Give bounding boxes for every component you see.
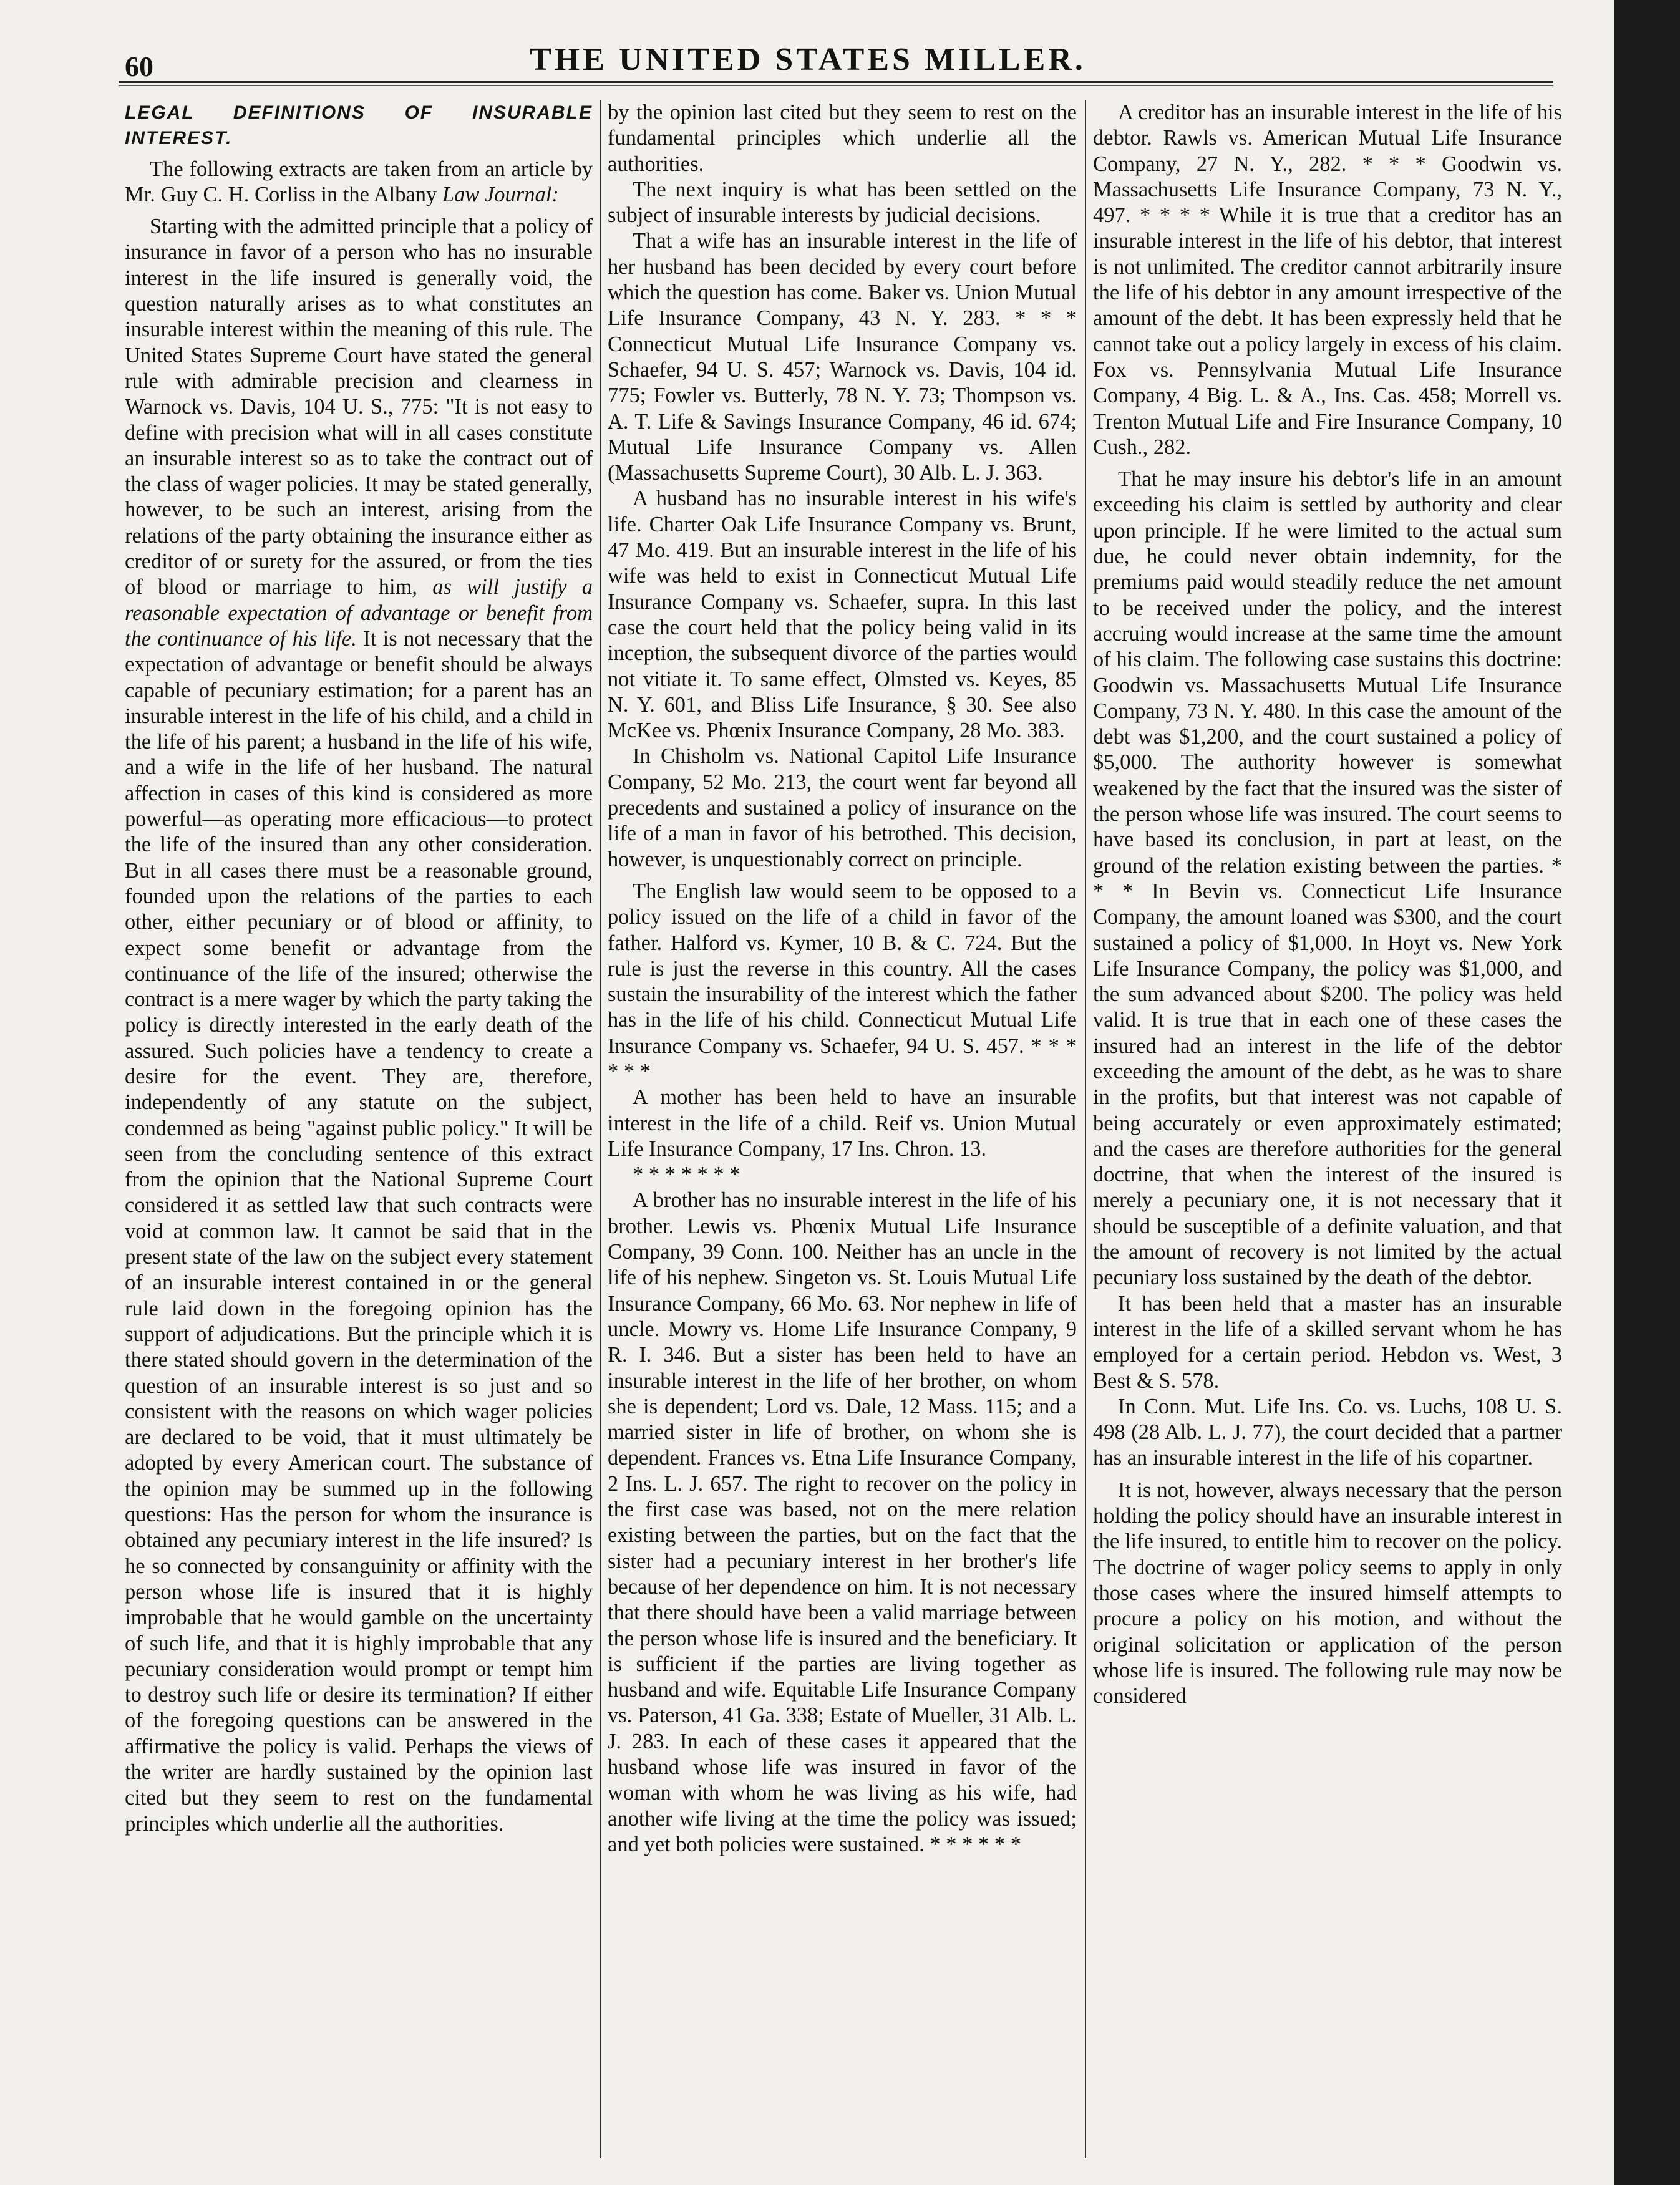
- paragraph-11: It has been held that a master has an insurable interest in the life of a skilled servant whom he has employed for a certain period. Hebdon vs. West, 3 Best & S. 578.: [1093, 1291, 1562, 1393]
- binding-gutter: [1614, 0, 1680, 2185]
- paragraph-9: A creditor has an insurable interest in the life of his debtor. Rawls vs. American Mutual Life Insurance Company, 27 N. Y., 282. * * * Goodwin vs. Massachusetts Life Insurance Company, 73 N. Y., 497. * * * * While it is true that a creditor has an insurable interest in the life of his debtor, that interest is not unlimited. The creditor cannot arbitrarily insure the life of his debtor in any amount irrespective of the amount of the debt. It has been expressly held that he cannot take out a policy largely in excess of his claim. Fox vs. Pennsylvania Mutual Life Insurance Company, 4 Big. L. & A., Ins. Cas. 458; Morrell vs. Trenton Mutual Life and Fire Insurance Company, 10 Cush., 282.: [1093, 100, 1562, 459]
- paragraph-1-italic: as will justify a reasonable expectation of advantage or benefit from the continuance of his life.: [125, 575, 593, 651]
- paragraph-6: The English law would seem to be opposed to a policy issued on the life of a child in favor of the father. Halford vs. Kymer, 10 B. & C. 724. But the rule is just the reverse in this country. All the cases sustain the insurability of the interest which the father has in the life of his child. Connecticut Mutual Life Insurance Company vs. Schaefer, 94 U. S. 457. * * * * * *: [608, 879, 1077, 1083]
- column-3: [1093, 100, 1562, 2171]
- paragraph-10: That he may insure his debtor's life in an amount exceeding his claim is settled by authority and clear upon principle. If he were limited to the actual sum due, he could never obtain indemnity, for the premiums paid would steadily reduce the net amount to be received under the policy, and the interest accruing would increase at the same time the amount of his claim. The following case sustains this doctrine: Goodwin vs. Massachusetts Mutual Life Insurance Company, 73 N. Y. 480. In this case the amount of the debt was $1,200, and the court sustained a policy of $5,000. The authority however is somewhat weakened by the fact that the insured was the sister of the person whose life was insured. The court seems to have based its conclusion, in part at least, on the ground of the relation existing between the parties. * * * In Bevin vs. Connecticut Life Insurance Company, the amount loaned was $300, and the court sustained a policy of $1,000. In Hoyt vs. New York Life Insurance Company, the policy was $1,000, and the sum advanced about $200. The policy was held valid. It is true that in each one of these cases the insured had an interest in the life of the debtor exceeding the amount of the debt, as he was to share in the profits, but that interest was not capable of being accurately or even approximately estimated; and the cases are therefore authorities for the general doctrine, that when the interest of the insured is merely a pecuniary one, it is not necessary that it should be susceptible of a definite valuation, and that the amount of recovery is not limited by the actual pecuniary loss sustained by the death of the debtor.: [1093, 467, 1562, 1290]
- paragraph-1-a: Starting with the admitted principle that a policy of insurance in favor of a person who has no insurable interest in the life insured is generally void, the question naturally arises as to what constitutes an insurable interest within the meaning of this rule. The United States Supreme Court have stated the general rule with admirable precision and clearness in Warnock vs. Davis, 104 U. S., 775: "It is not easy to define with precision what will in all cases constitute an insurable interest so as to take the contract out of the class of wager policies. It may be stated generally, however, to be such an interest, arising from the relations of the party obtaining the insurance either as creditor of or surety for the assured, or from the ties of blood or marriage to him,: [125, 215, 593, 599]
- paragraph-1-continued: by the opinion last cited but they seem to rest on the fundamental principles which underlie all the authorities.: [608, 100, 1077, 176]
- paragraph-1: [125, 214, 593, 1837]
- paragraph-2: The next inquiry is what has been settled on the subject of insurable interests by judicial decisions.: [608, 177, 1077, 228]
- column-rule-2: [1085, 100, 1086, 2158]
- column-1: [125, 100, 593, 2171]
- paragraph-13: It is not, however, always necessary that the person holding the policy should have an insurable interest in the life insured, to entitle him to recover on the policy. The doctrine of wager policy seems to apply in only those cases where the insured himself attempts to procure a policy on his motion, and without the original solicitation or application of the person whose life is insured. The following rule may now be considered: [1093, 1478, 1562, 1708]
- star-separator: * * * * * * *: [633, 1163, 740, 1187]
- article-heading: LEGAL DEFINITIONS OF INSURABLE INTEREST.: [125, 102, 593, 149]
- paragraph-8: A brother has no insurable interest in the life of his brother. Lewis vs. Phœnix Mutual Life Insurance Company, 39 Conn. 100. Neither has an uncle in the life of his nephew. Singeton vs. St. Louis Mutual Life Insurance Company, 66 Mo. 63. Nor nephew in life of uncle. Mowry vs. Home Life Insurance Company, 9 R. I. 346. But a sister has been held to have an insurable interest in the life of her brother, on whom she is dependent; Lord vs. Dale, 12 Mass. 115; and a married sister in life of brother, on whom she is dependent. Frances vs. Etna Life Insurance Company, 2 Ins. L. J. 657. The right to recover on the policy in the first case was based, not on the mere relation existing between the parties, but on the fact that the sister had a pecuniary interest in her brother's life because of her dependence on him. It is not necessary that there should have been a valid marriage between the person whose life is insured and the beneficiary. It is sufficient if the parties are living together as husband and wife. Equitable Life Insurance Company vs. Paterson, 41 Ga. 338; Estate of Mueller, 31 Alb. L. J. 283. In each of these cases it appeared that the husband whose life was insured in favor of the woman with whom he was living as his wife, had another wife living at the time the policy was issued; and yet both policies were sustained. * * * * * *: [608, 1188, 1077, 1856]
- column-rule-1: [600, 100, 601, 2158]
- intro-text: The following extracts are taken from an article by Mr. Guy C. H. Corliss in the Albany: [125, 157, 593, 206]
- paragraph-4: A husband has no insurable interest in his wife's life. Charter Oak Life Insurance Company vs. Brunt, 47 Mo. 419. But an insurable interest in the life of his wife was held to exist in Connecticut Mutual Life Insurance Company vs. Schaefer, supra. In this last case the court held that the policy being valid in its inception, the subsequent divorce of the parties would not vitiate it. To same effect, Olmsted vs. Keyes, 85 N. Y. 601, and Bliss Life Insurance, § 30. See also McKee vs. Phœnix Insurance Company, 28 Mo. 383.: [608, 487, 1077, 743]
- intro-journal: Law Journal:: [442, 182, 559, 206]
- column-2: [608, 100, 1077, 2171]
- paragraph-5: In Chisholm vs. National Capitol Life Insurance Company, 52 Mo. 213, the court went far beyond all precedents and sustained a policy of insurance on the life of a man in favor of his betrothed. This decision, however, is unquestionably correct on principle.: [608, 744, 1077, 871]
- page-number: 60: [125, 51, 153, 82]
- article-intro: [125, 157, 593, 208]
- paragraph-7: A mother has been held to have an insurable interest in the life of a child. Reif vs. Union Mutual Life Insurance Company, 17 Ins. Chron. 13.: [608, 1085, 1077, 1161]
- paragraph-1-b: It is not necessary that the expectation of advantage or benefit should be always capable of pecuniary estimation; for a parent has an insurable interest in the life of his child, and a child in the life of his parent; a husband in the life of his wife, and a wife in the life of her husband. The natural affection in cases of this kind is considered as more powerful—as operating more efficacious—to protect the life of the insured than any other consideration. But in all cases there must be a reasonable ground, founded upon the relations of the parties to each other, either pecuniary or of blood or affinity, to expect some benefit or advantage from the continuance of the life of the insured; otherwise the contract is a mere wager by which the party taking the policy is directly interested in the early death of the assured. Such policies have a tendency to create a desire for the event. They are, therefore, independently of any statute on the subject, condemned as being "against public policy." It will be seen from the concluding sentence of this extract from the opinion that the National Supreme Court considered it as settled law that such contracts were void at common law. It cannot be said that in the present state of the law on the subject every statement of an insurable interest contained in or the general rule laid down in the foregoing opinion has the support of adjudications. But the principle which it is there stated should govern in the determination of the question of an insurable interest is so just and so consistent with the reasons on which wager policies are declared to be void, that it must ultimately be adopted by every American court. The substance of the opinion may be summed up in the following questions: Has the person for whom the insurance is obtained any pecuniary interest in the life insured? Is he so connected by consanguinity or affinity with the person whose life is insured that it is highly improbable that he would gamble on the uncertainty of such life, and that it is highly improbable that any pecuniary consideration would prompt or tempt him to destroy such life or desire its termination? If either of the foregoing questions can be answered in the affirmative the policy is valid. Perhaps the views of the writer are hardly sustained by the opinion last cited but they seem to rest on the fundamental principles which underlie all the authorities.: [125, 626, 593, 1836]
- paragraph-3: That a wife has an insurable interest in the life of her husband has been decided by every court before which the question has come. Baker vs. Union Mutual Life Insurance Company, 43 N. Y. 283. * * * Connecticut Mutual Life Insurance Company vs. Schaefer, 94 U. S. 457; Warnock vs. Davis, 104 id. 775; Fowler vs. Butterly, 78 N. Y. 73; Thompson vs. A. T. Life & Savings Insurance Company, 46 id. 674; Mutual Life Insurance Company vs. Allen (Massachusetts Supreme Court), 30 Alb. L. J. 363.: [608, 229, 1077, 485]
- masthead-title: THE UNITED STATES MILLER.: [530, 42, 1086, 77]
- paragraph-12: In Conn. Mut. Life Ins. Co. vs. Luchs, 108 U. S. 498 (28 Alb. L. J. 77), the court decided that a partner has an insurable interest in the life of his copartner.: [1093, 1394, 1562, 1470]
- header-rule: [119, 81, 1553, 86]
